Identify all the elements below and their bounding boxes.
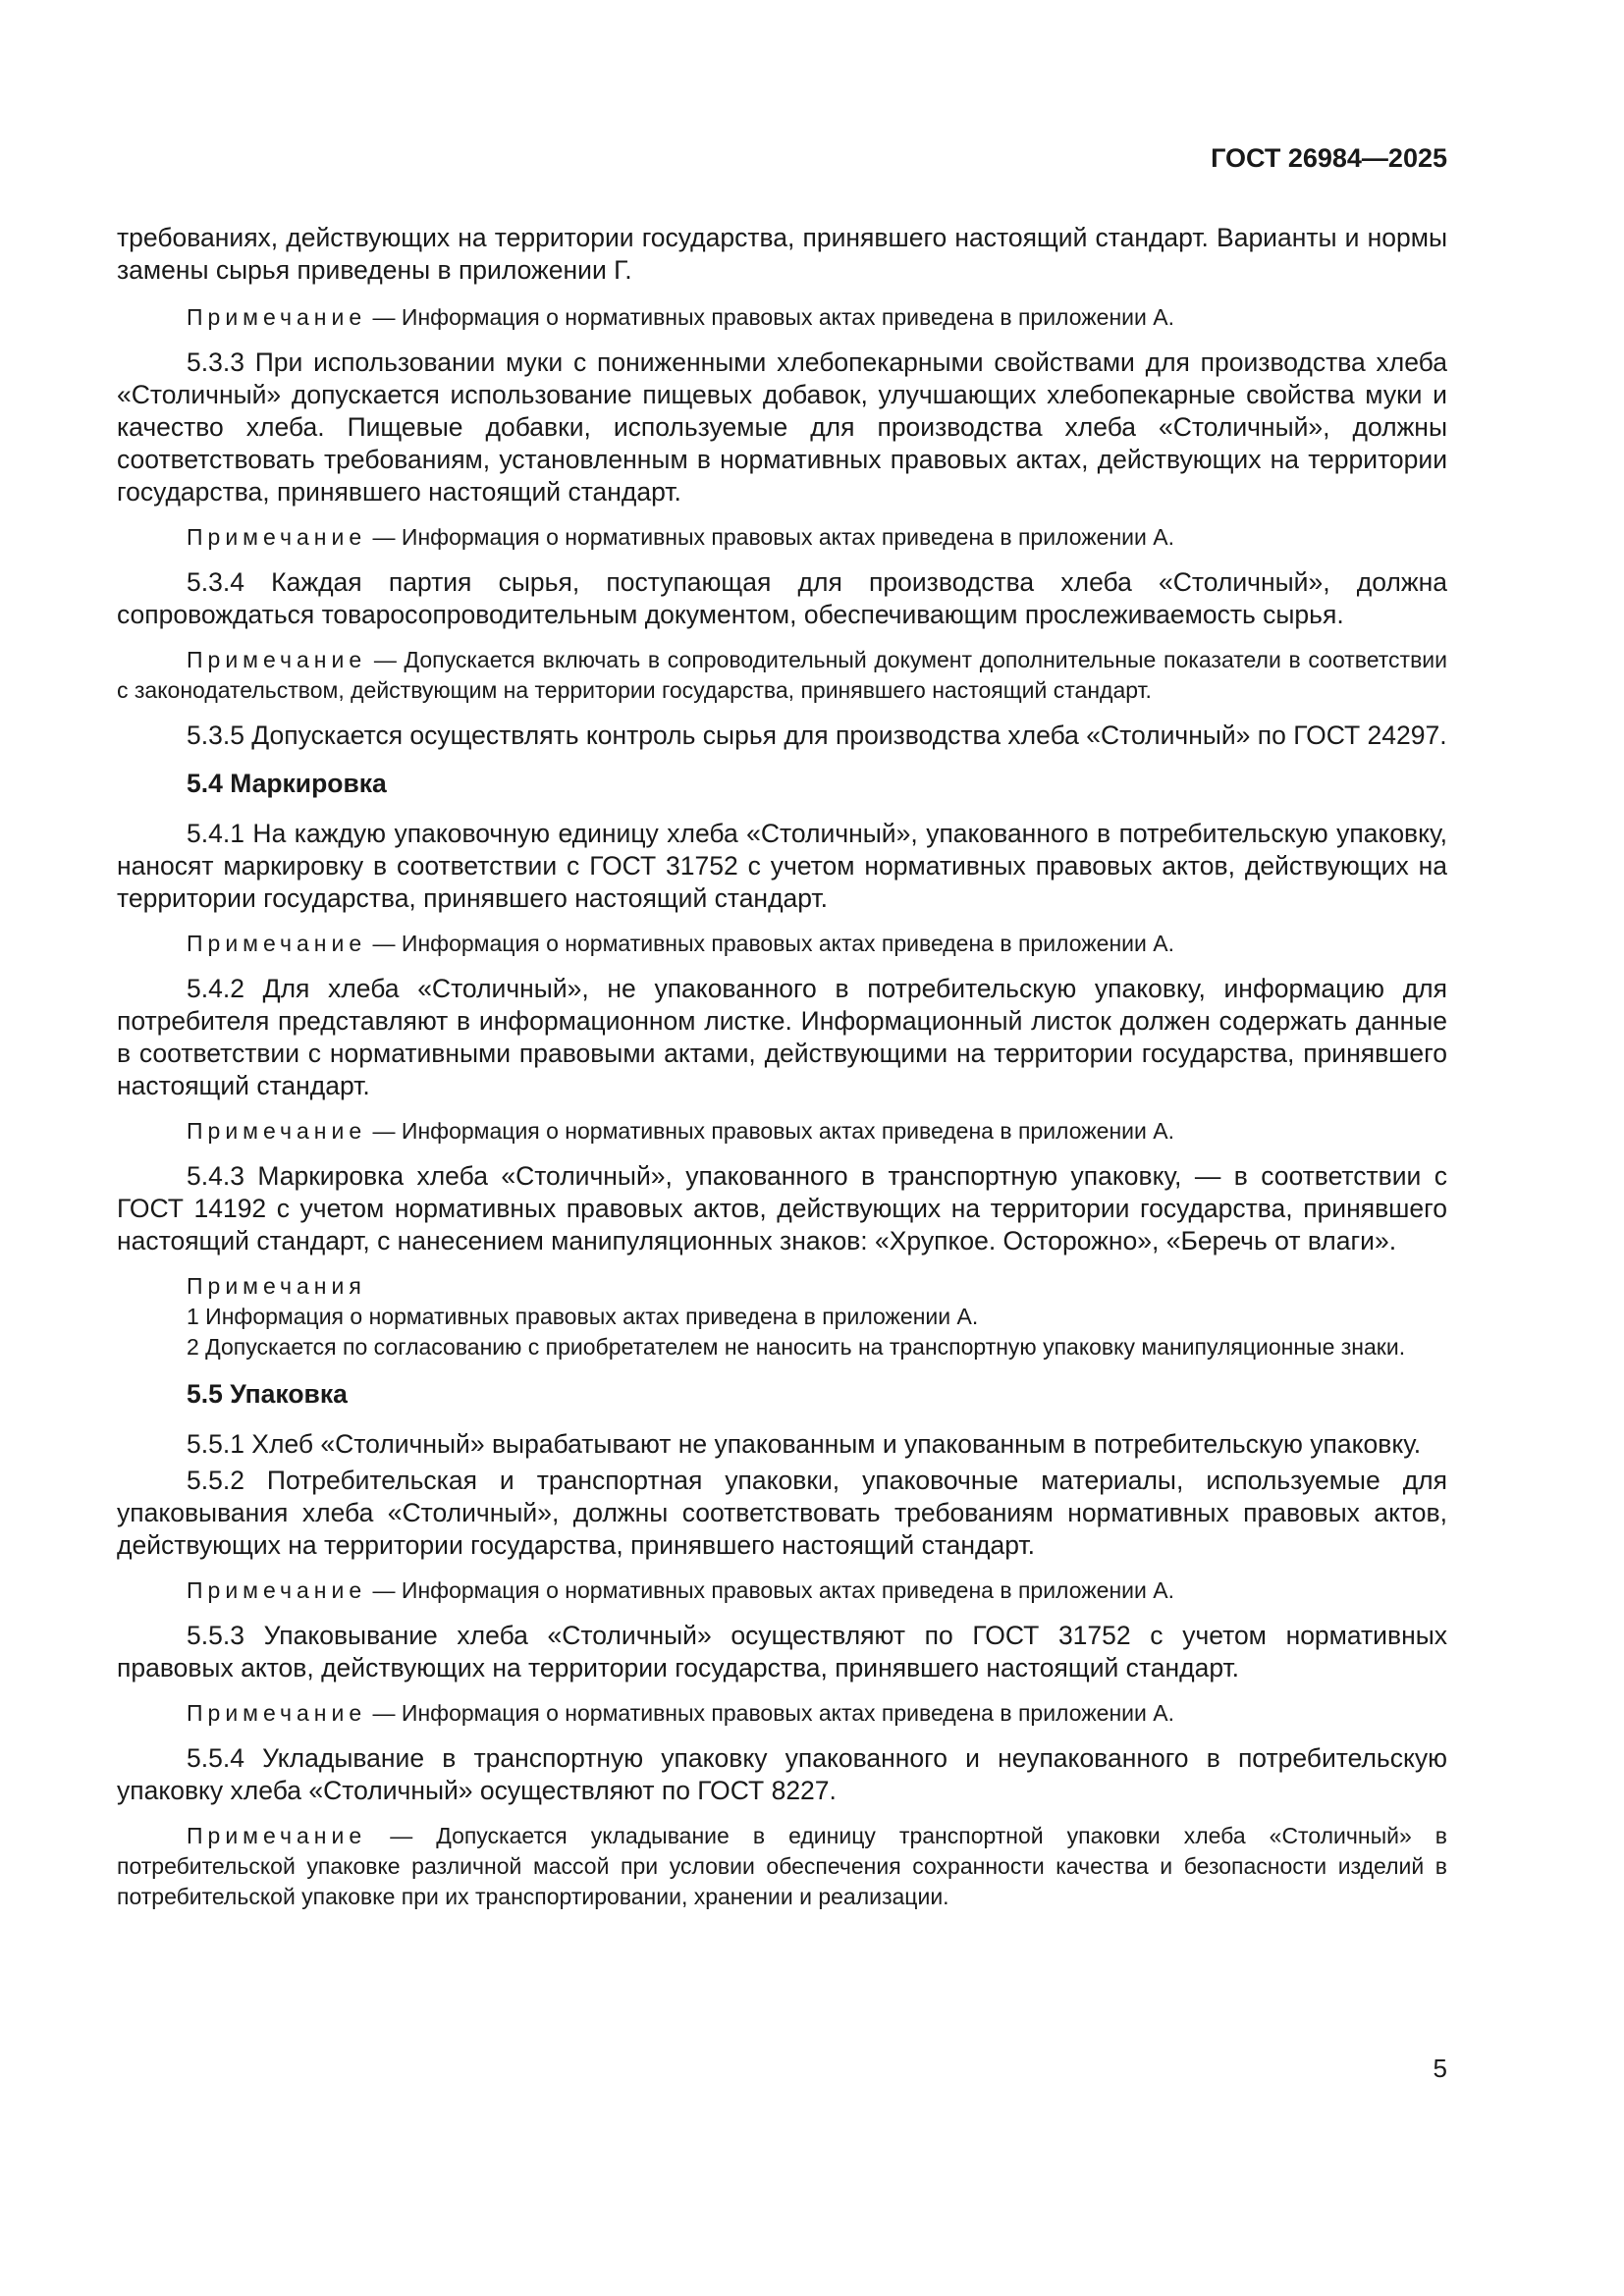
paragraph-5-3-4: 5.3.4 Каждая партия сырья, поступающая для производства хлеба «Столичный», должна сопровождаться товаросопроводительным документом, обеспечивающим прослеживаемость сырья. — [117, 567, 1447, 629]
paragraph-5-5-3: 5.5.3 Упаковывание хлеба «Столичный» осуществляют по ГОСТ 31752 с учетом нормативных правовых актов, действующих на территории государства, принявшего настоящий стандарт. — [117, 1621, 1447, 1682]
note-6-item-1: 1 Информация о нормативных правовых актах приведена в приложении А. — [187, 1304, 979, 1329]
document-body — [117, 222, 1447, 1926]
note-label: Примечание — [187, 1823, 367, 1848]
paragraph-5-5-4: 5.5.4 Укладывание в транспортную упаковку упакованного и неупакованного в потребительскую упаковку хлеба «Столичный» осуществляют по ГОСТ 8227. — [117, 1743, 1447, 1805]
section-heading-5-5: 5.5 Упаковка — [187, 1379, 348, 1409]
document-header: ГОСТ 26984—2025 — [1211, 143, 1447, 173]
note-label: Примечание — [187, 647, 367, 672]
section-heading-5-4: 5.4 Маркировка — [187, 769, 387, 798]
note-4: Примечание — Информация о нормативных правовых актах приведена в приложении А. — [187, 931, 1174, 956]
note-2: Примечание — Информация о нормативных правовых актах приведена в приложении А. — [187, 524, 1174, 550]
paragraph-5-4-3: 5.4.3 Маркировка хлеба «Столичный», упакованного в транспортную упаковку, — в соответствии с ГОСТ 14192 с учетом нормативных правовых актов, действующих на территории государства, принявшего настоящий стандарт, с нанесением манипуляционных знаков: «Хрупкое. Осторожно», «Беречь от влаги». — [117, 1161, 1447, 1255]
note-label: Примечание — [187, 931, 367, 956]
paragraph-5-5-1: 5.5.1 Хлеб «Столичный» вырабатывают не упакованным и упакованным в потребительскую упаковку. — [187, 1429, 1422, 1459]
note-9: Примечание — Допускается укладывание в единицу транспортной упаковки хлеба «Столичный» в потребительской упаковке различной массой при условии обеспечения сохранности качества и безопасности изделий в потребительской упаковке при их транспортировании, хранении и реализации. — [117, 1823, 1447, 1909]
note-label: Примечание — [187, 1700, 367, 1726]
note-3: Примечание — Допускается включать в сопроводительный документ дополнительные показатели в соответствии с законодательством, действующим на территории государства, принявшего настоящий стандарт. — [117, 647, 1447, 703]
note-label: Примечание — [187, 1577, 367, 1603]
note-5: Примечание — Информация о нормативных правовых актах приведена в приложении А. — [187, 1118, 1174, 1144]
paragraph-5-3-3: 5.3.3 При использовании муки с пониженными хлебопекарными свойствами для производства хлеба «Столичный» допускается использование пищевых добавок, улучшающих хлебопекарные свойства муки и качество хлеба. Пищевые добавки, используемые для производства хлеба «Столичный», должны соответствовать требованиям, установленным в нормативных правовых актах, действующих на территории государства, принявшего настоящий стандарт. — [117, 347, 1447, 507]
paragraph-5-4-2: 5.4.2 Для хлеба «Столичный», не упакованного в потребительскую упаковку, информацию для потребителя представляют в информационном листке. Информационный листок должен содержать данные в соответствии с нормативными правовыми актами, действующими на территории государства, принявшего настоящий стандарт. — [117, 974, 1447, 1100]
note-1: Примечание — Информация о нормативных правовых актах приведена в приложении А. — [187, 304, 1174, 330]
note-label: Примечание — [187, 524, 367, 550]
note-label: Примечание — [187, 1118, 367, 1144]
paragraph-5-3-5: 5.3.5 Допускается осуществлять контроль сырья для производства хлеба «Столичный» по ГОСТ 24297. — [187, 721, 1447, 750]
paragraph-continuation: требованиях, действующих на территории государства, принявшего настоящий стандарт. Варианты и нормы замены сырья приведены в приложении Г. — [117, 223, 1447, 285]
paragraph-5-5-2: 5.5.2 Потребительская и транспортная упаковки, упаковочные материалы, используемые для упаковывания хлеба «Столичный», должны соответствовать требованиям нормативных правовых актов, действующих на территории государства, принявшего настоящий стандарт. — [117, 1466, 1447, 1560]
note-label: Примечание — [187, 304, 367, 330]
page-number: 5 — [1433, 2054, 1447, 2083]
paragraph-5-4-1: 5.4.1 На каждую упаковочную единицу хлеба «Столичный», упакованного в потребительскую упаковку, наносят маркировку в соответствии с ГОСТ 31752 с учетом нормативных правовых актов, действующих на территории государства, принявшего настоящий стандарт. — [117, 819, 1447, 913]
note-8: Примечание — Информация о нормативных правовых актах приведена в приложении А. — [187, 1700, 1174, 1726]
note-7: Примечание — Информация о нормативных правовых актах приведена в приложении А. — [187, 1577, 1174, 1603]
note-6-item-2: 2 Допускается по согласованию с приобретателем не наносить на транспортную упаковку манипуляционные знаки. — [187, 1334, 1406, 1360]
notes-heading: Примечания — [187, 1273, 366, 1299]
